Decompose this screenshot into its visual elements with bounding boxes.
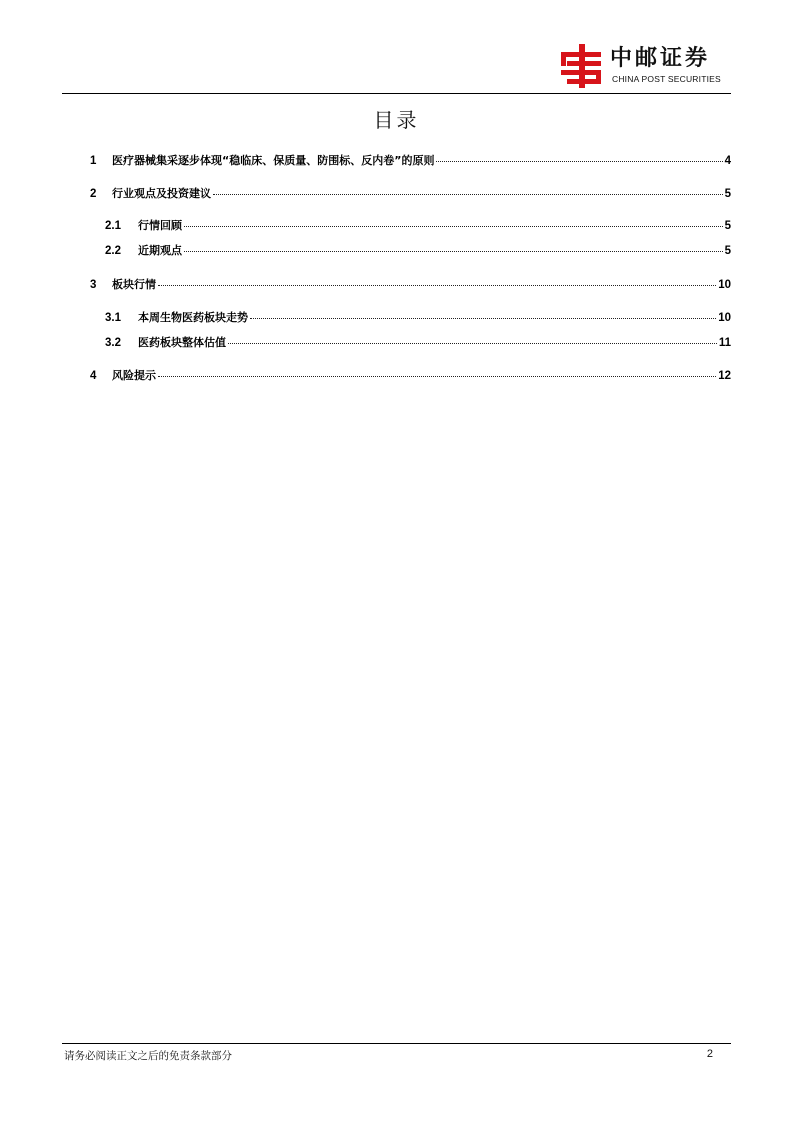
toc-entry-3[interactable] [90, 277, 731, 293]
toc-dot-leader [158, 285, 716, 286]
toc-entry-number: 4 [90, 370, 97, 382]
toc-entry-number: 3 [90, 279, 97, 291]
header-divider [62, 93, 731, 94]
toc-entry-page: 10 [718, 279, 731, 291]
toc-entry-text: 行情回顾 [138, 219, 182, 232]
toc-entry-text: 近期观点 [138, 244, 182, 257]
toc-entry-text: 风险提示 [112, 369, 156, 382]
toc-entry-number: 2.2 [105, 245, 121, 257]
toc-dot-leader [184, 226, 723, 227]
footer-disclaimer: 请务必阅读正文之后的免责条款部分 [64, 1050, 232, 1062]
toc-title: 目录 [373, 108, 420, 132]
toc-entry-text: 板块行情 [112, 278, 156, 291]
toc-entry-page: 5 [724, 245, 731, 257]
toc-entry-number: 3.2 [105, 337, 121, 349]
toc-dot-leader [436, 161, 722, 162]
toc-entry-page: 11 [718, 337, 731, 349]
toc-entry-page: 12 [718, 370, 731, 382]
toc-entry-page: 5 [724, 188, 731, 200]
page-header [0, 0, 793, 95]
footer-divider [62, 1043, 731, 1044]
toc-dot-leader [213, 194, 723, 195]
toc-entry-number: 2 [90, 188, 97, 200]
toc-dot-leader [250, 318, 716, 319]
logo-english-name: CHINA POST SECURITIES [612, 74, 721, 84]
china-post-logo-icon [559, 44, 605, 88]
toc-entry-page: 4 [724, 155, 731, 167]
toc-entry-3-2[interactable] [105, 335, 731, 351]
toc-entry-2[interactable] [90, 186, 731, 202]
toc-dot-leader [228, 343, 717, 344]
toc-entry-2-1[interactable] [105, 218, 731, 234]
toc-entry-text: 医药板块整体估值 [138, 336, 226, 349]
toc-entry-text: 医疗器械集采逐步体现“稳临床、保质量、防围标、反内卷”的原则 [112, 154, 435, 167]
toc-entry-4[interactable] [90, 368, 731, 384]
toc-entry-page: 5 [724, 220, 731, 232]
toc-entry-3-1[interactable] [105, 310, 731, 326]
toc-entry-page: 10 [718, 312, 731, 324]
toc-dot-leader [184, 251, 723, 252]
toc-entry-number: 1 [90, 155, 97, 167]
toc-entry-number: 3.1 [105, 312, 121, 324]
toc-dot-leader [158, 376, 716, 377]
toc-entry-2-2[interactable] [105, 243, 731, 259]
page-number: 2 [706, 1048, 713, 1060]
toc-entry-text: 行业观点及投资建议 [112, 187, 211, 200]
toc-entry-1[interactable] [90, 153, 731, 169]
logo-chinese-name: 中邮证券 [610, 46, 711, 71]
company-logo [559, 44, 731, 90]
toc-entry-text: 本周生物医药板块走势 [138, 311, 248, 324]
toc-entry-number: 2.1 [105, 220, 121, 232]
